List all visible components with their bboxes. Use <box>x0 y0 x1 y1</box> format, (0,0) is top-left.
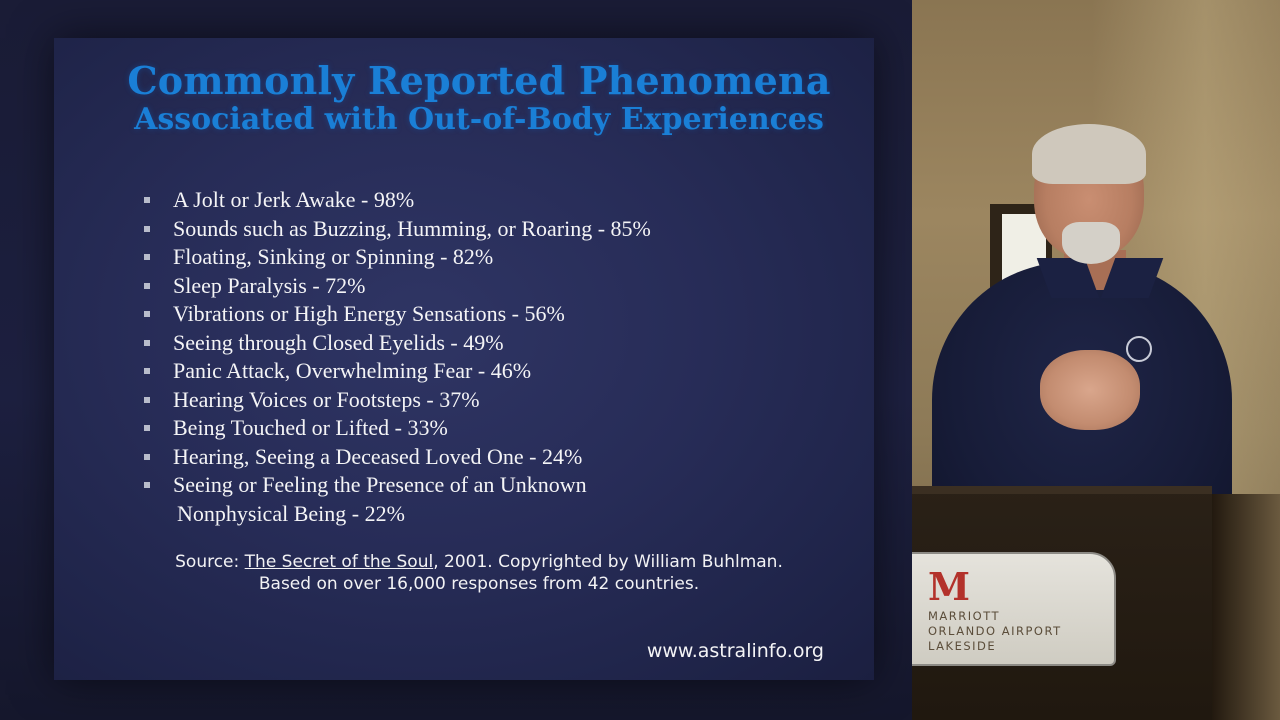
list-item: Hearing, Seeing a Deceased Loved One - 24% <box>142 443 651 472</box>
bullet-icon <box>144 425 150 431</box>
list-item: Floating, Sinking or Spinning - 82% <box>142 243 651 272</box>
speaker-hair <box>1032 124 1146 184</box>
slide-subtitle: Associated with Out-of-Body Experiences <box>134 102 824 137</box>
website-url: www.astralinfo.org <box>646 640 824 662</box>
list-item: Seeing through Closed Eyelids - 49% <box>142 329 651 358</box>
list-item: Vibrations or High Energy Sensations - 56% <box>142 300 651 329</box>
source-line-1: Source: The Secret of the Soul, 2001. Copyrighted by William Buhlman. <box>175 552 783 572</box>
shirt-logo-icon <box>1126 336 1152 362</box>
list-item: Panic Attack, Overwhelming Fear - 46% <box>142 357 651 386</box>
bullet-icon <box>144 254 150 260</box>
source-line-2: Based on over 16,000 responses from 42 countries. <box>258 574 700 594</box>
list-item: A Jolt or Jerk Awake - 98% <box>142 186 651 215</box>
slide-title: Commonly Reported Phenomena <box>127 58 831 103</box>
phenomena-list <box>142 186 651 528</box>
marriott-logo: M <box>928 564 971 609</box>
list-item: Seeing or Feeling the Presence of an Unknown Nonphysical Being - 22% <box>142 471 651 528</box>
list-item: Sounds such as Buzzing, Humming, or Roaring - 85% <box>142 215 651 244</box>
book-title: The Secret of the Soul <box>244 552 434 572</box>
bullet-icon <box>144 368 150 374</box>
speaker-hands <box>1040 350 1140 430</box>
list-item: Being Touched or Lifted - 33% <box>142 414 651 443</box>
bullet-icon <box>144 311 150 317</box>
slide <box>54 38 874 680</box>
podium-side <box>1212 494 1280 720</box>
list-item: Sleep Paralysis - 72% <box>142 272 651 301</box>
bullet-icon <box>144 454 150 460</box>
bullet-icon <box>144 283 150 289</box>
speaker-camera-view <box>912 0 1280 720</box>
source-citation <box>54 551 904 595</box>
bullet-icon <box>144 197 150 203</box>
podium-edge <box>912 486 1212 494</box>
hotel-plaque <box>912 552 1116 666</box>
bullet-icon <box>144 340 150 346</box>
plaque-text: MARRIOTT ORLANDO AIRPORT LAKESIDE <box>928 609 1062 653</box>
bullet-icon <box>144 482 150 488</box>
bullet-icon <box>144 226 150 232</box>
list-item-continuation: Nonphysical Being - 22% <box>177 500 405 526</box>
bullet-icon <box>144 397 150 403</box>
speaker-beard <box>1062 222 1120 264</box>
list-item: Hearing Voices or Footsteps - 37% <box>142 386 651 415</box>
